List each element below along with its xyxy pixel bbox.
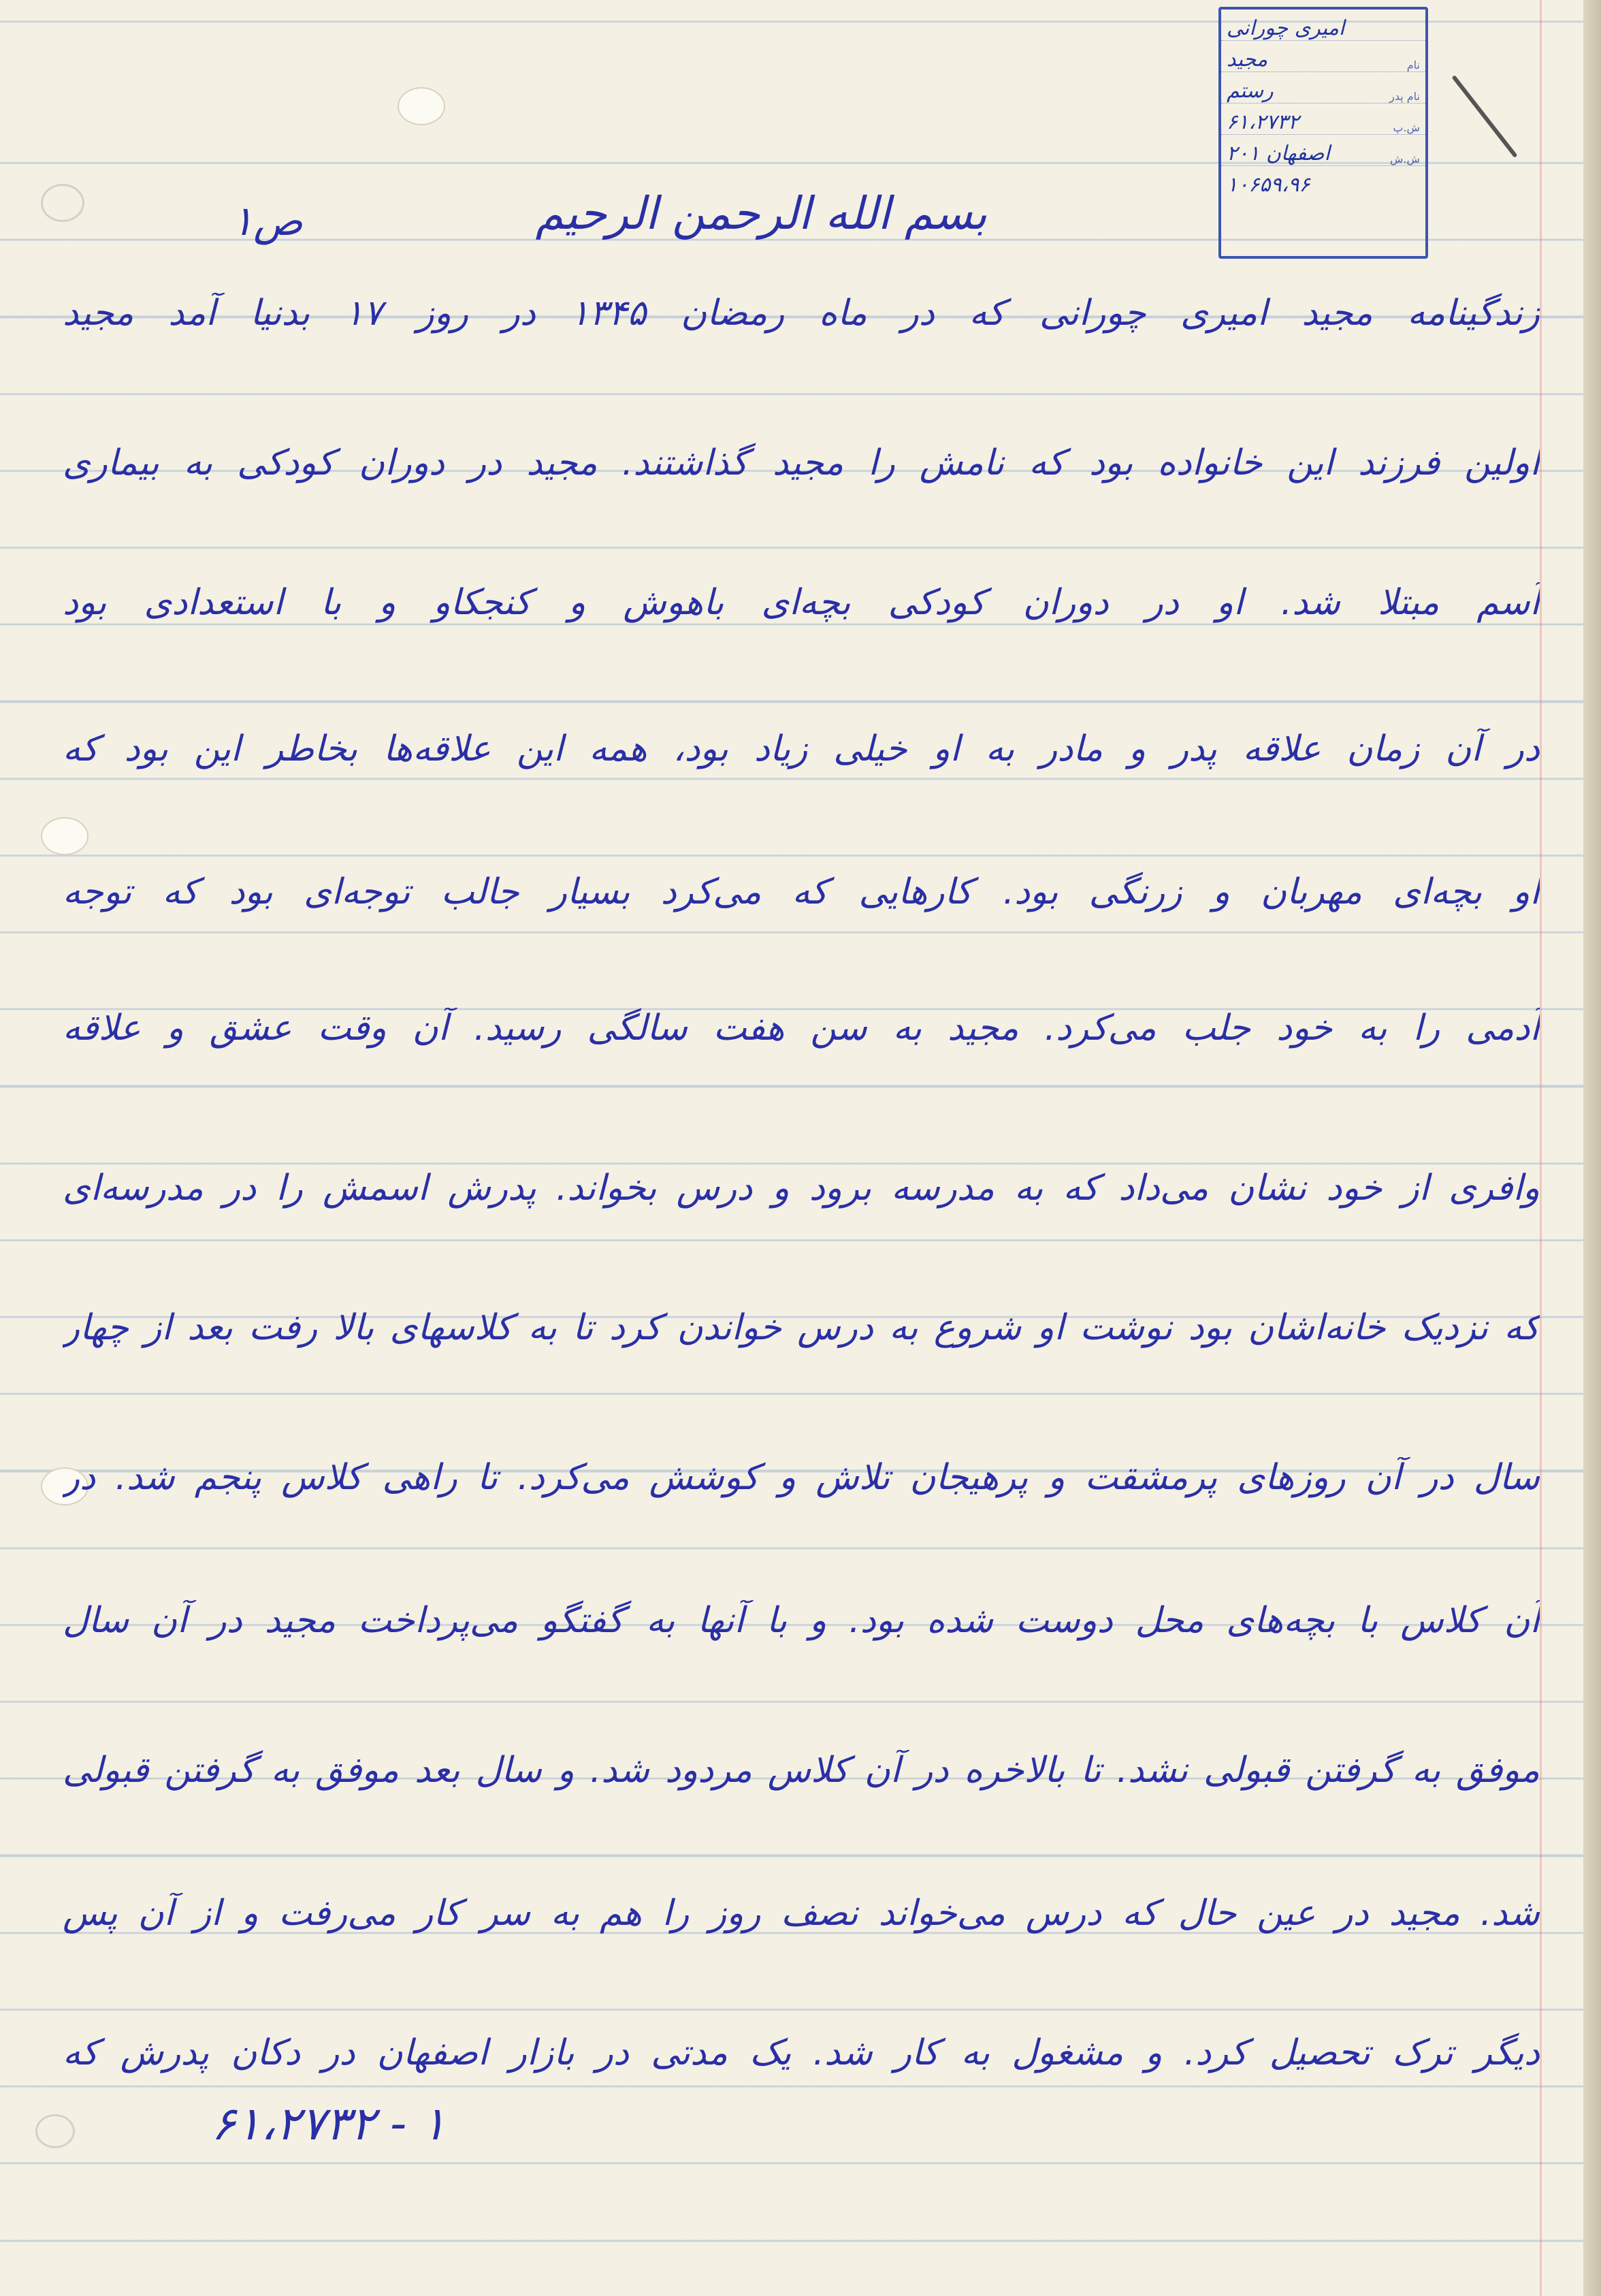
stamp-value-id: اصفهان ۲۰۱: [1227, 142, 1330, 165]
footer-file-number: ۶۱،۲۷۳۲ - ۱: [211, 2097, 447, 2151]
text-line: زندگینامه مجید امیری چورانی که در ماه رمضان ۱۳۴۵ در روز ۱۷ بدنیا آمد مجید: [63, 293, 1540, 334]
margin-line: [1540, 0, 1542, 2296]
stamp-value-surname: امیری چورانی: [1227, 16, 1345, 40]
text-line: دیگر ترک تحصیل کرد. و مشغول به کار شد. یک مدتی در بازار اصفهان در دکان پدرش که: [63, 2032, 1540, 2073]
punch-hole-middle: [41, 817, 88, 855]
text-line: موفق به گرفتن قبولی نشد. تا بالاخره در آن کلاس مردود شد. و سال بعد موفق به گرفتن قبولی: [63, 1750, 1540, 1791]
basmala-heading: بسم الله الرحمن الرحیم: [535, 187, 987, 240]
text-line: که نزدیک خانه‌اشان بود نوشت او شروع به درس خواندن کرد تا به کلاسهای بالا رفت بعد از چهار: [63, 1307, 1540, 1348]
text-line: سال در آن روزهای پرمشقت و پرهیجان تلاش و کوشش می‌کرد. تا راهی کلاس پنجم شد. در: [63, 1457, 1540, 1498]
stamp-value-name: مجید: [1227, 48, 1268, 71]
page-edge: [1583, 0, 1601, 2296]
paper-clip-icon: [1451, 75, 1517, 158]
page-mark: ص۱: [231, 197, 303, 245]
stamp-row: [1221, 135, 1425, 166]
text-line: اولین فرزند این خانواده بود که نامش را مجید گذاشتند. مجید در دوران کودکی به بیماری: [63, 443, 1540, 483]
stamp-label: ش.پ: [1393, 121, 1420, 134]
text-line: وافری از خود نشان می‌داد که به مدرسه برود و درس بخواند. پدرش اسمش را در مدرسه‌ای: [63, 1168, 1540, 1209]
stamp-value-father: رستم: [1227, 79, 1274, 103]
stamp-row: [1221, 103, 1425, 135]
punch-hole-top: [398, 87, 445, 125]
text-line: او بچه‌ای مهربان و زرنگی بود. کارهایی که می‌کرد بسیار جالب توجه‌ای بود که توجه: [63, 872, 1540, 912]
registration-stamp: [1218, 7, 1428, 259]
text-line: آن کلاس با بچه‌های محل دوست شده بود. و با آنها به گفتگو می‌پرداخت مجید در آن سال: [63, 1600, 1540, 1641]
stamp-row: [1221, 166, 1425, 197]
text-line: آدمی را به خود جلب می‌کرد. مجید به سن هفت سالگی رسید. آن وقت عشق و علاقه: [63, 1008, 1540, 1049]
text-line: در آن زمان علاقه پدر و مادر به او خیلی زیاد بود، همه این علاقه‌ها بخاطر این بود که: [63, 729, 1540, 769]
smudge-mark: [35, 2114, 75, 2148]
smudge-mark: [41, 184, 84, 222]
stamp-label: نام پدر: [1389, 90, 1420, 103]
stamp-label: ش.ش: [1389, 153, 1420, 165]
stamp-row: [1221, 10, 1425, 41]
stamp-label: نام: [1406, 59, 1420, 71]
stamp-value-code: ۱۰۶۵۹،۹۶: [1227, 173, 1310, 197]
text-line: شد. مجید در عین حال که درس می‌خواند نصف روز را هم به سر کار می‌رفت و از آن پس: [63, 1893, 1540, 1934]
stamp-row: [1221, 72, 1425, 103]
text-line: آسم مبتلا شد. او در دوران کودکی بچه‌ای باهوش و کنجکاو و با استعدادی بود: [63, 582, 1540, 623]
stamp-value-file-number: ۶۱،۲۷۳۲: [1227, 110, 1299, 134]
stamp-row: [1221, 41, 1425, 72]
